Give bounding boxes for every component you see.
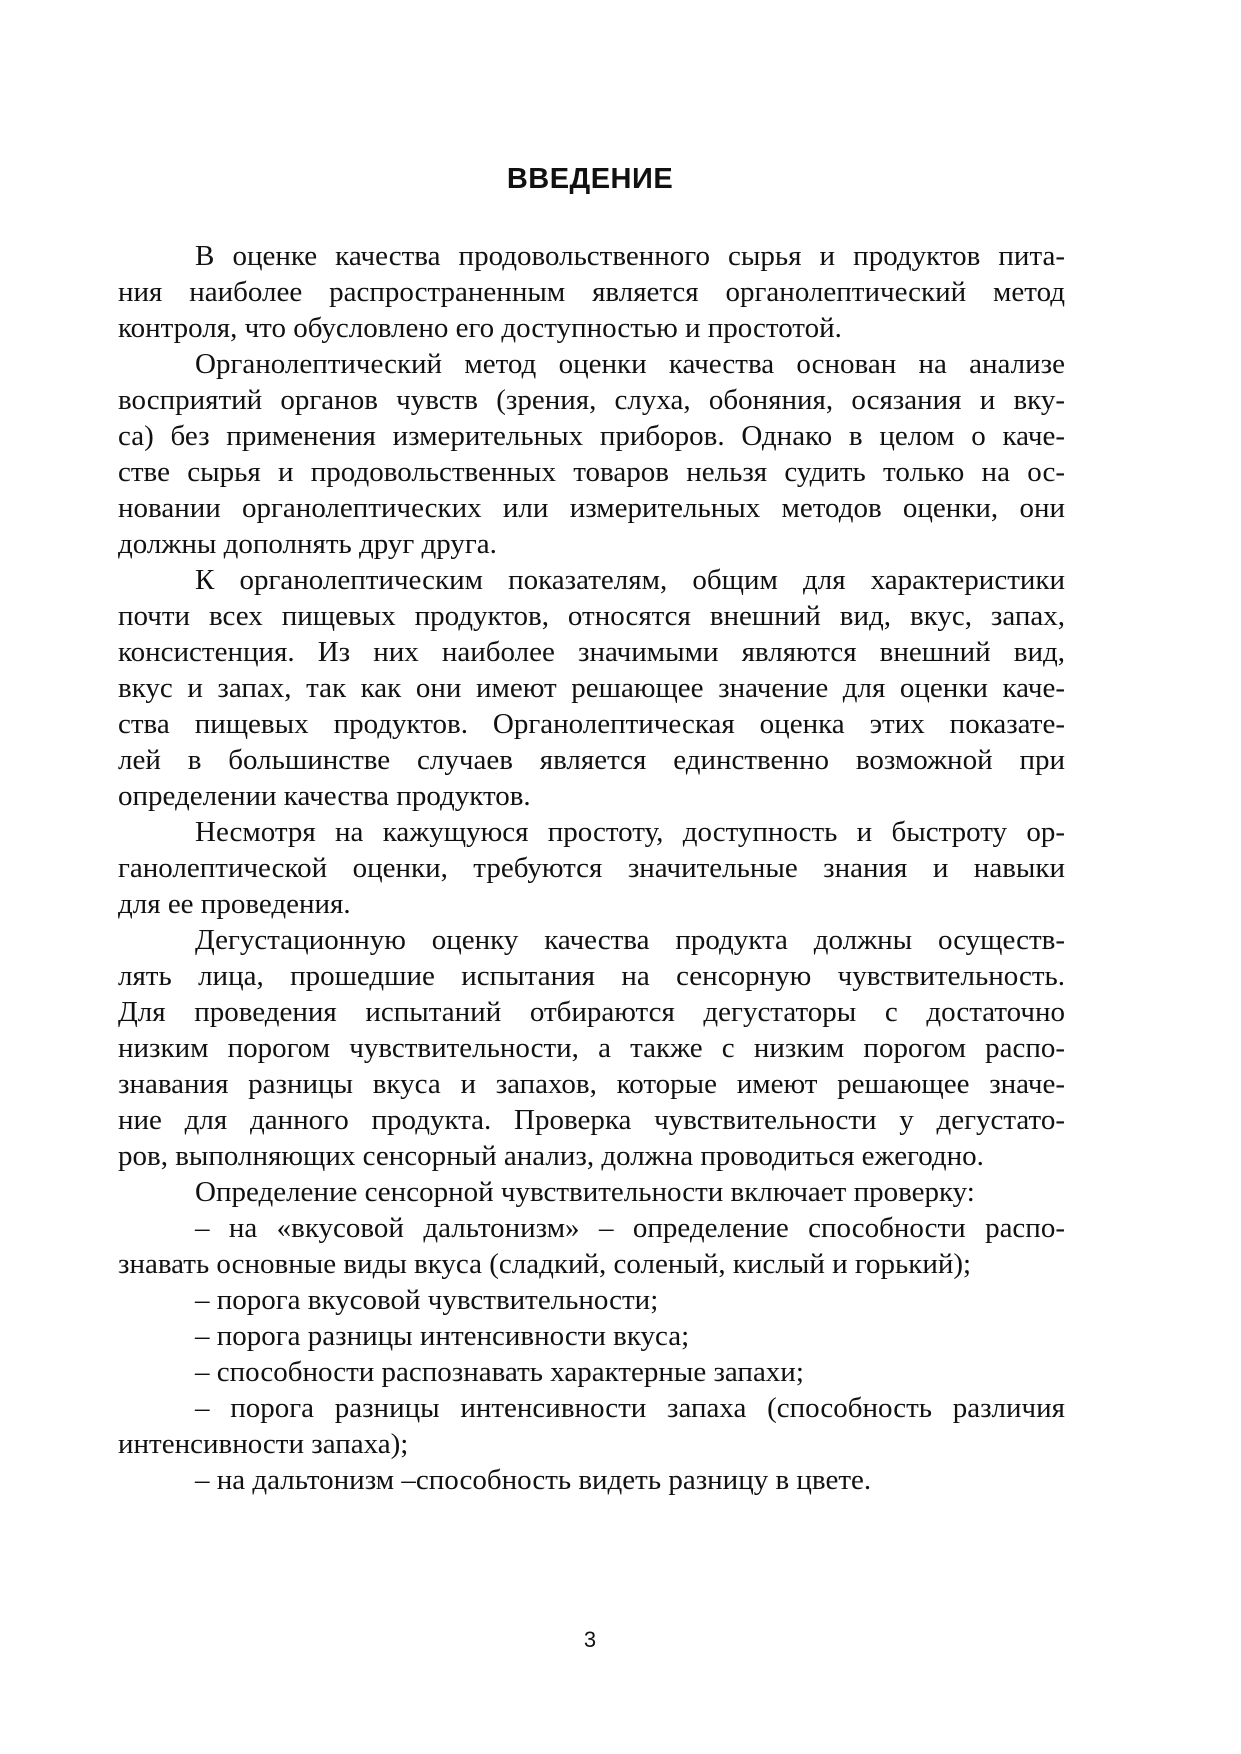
text-line: Дегустационную оценку качества продукта должны осуществ-	[195, 924, 1065, 956]
text-line: консистенция. Из них наиболее значимыми являются внешний вид,	[118, 636, 1065, 668]
list-item-line: – на дальтонизм –способность видеть разницу в цвете.	[195, 1464, 872, 1496]
text-line: контроля, что обусловлено его доступностью и простотой.	[118, 312, 842, 344]
text-line: новании органолептических или измерительных методов оценки, они	[118, 492, 1065, 524]
text-line: Для проведения испытаний отбираются дегустаторы с достаточно	[118, 996, 1065, 1028]
list-item-line: – порога разницы интенсивности запаха (способность различия	[195, 1392, 1065, 1424]
text-line: са) без применения измерительных приборов. Однако в целом о каче-	[118, 420, 1065, 452]
text-line: стве сырья и продовольственных товаров нельзя судить только на ос-	[118, 456, 1065, 488]
body-text	[118, 238, 1065, 1498]
list-item-line: – на «вкусовой дальтонизм» – определение способности распо-	[195, 1212, 1065, 1244]
text-line: Органолептический метод оценки качества основан на анализе	[195, 348, 1065, 380]
text-line: ров, выполняющих сенсорный анализ, должна проводиться ежегодно.	[118, 1140, 984, 1172]
text-line: определении качества продуктов.	[118, 780, 531, 812]
text-line: К органолептическим показателям, общим для характеристики	[195, 564, 1065, 596]
text-line: для ее проведения.	[118, 888, 351, 920]
text-line: Определение сенсорной чувствительности включает проверку:	[195, 1176, 975, 1208]
text-line: Несмотря на кажущуюся простоту, доступность и быстроту ор-	[195, 816, 1065, 848]
text-line: вкус и запах, так как они имеют решающее значение для оценки каче-	[118, 672, 1065, 704]
list-item-line: – порога разницы интенсивности вкуса;	[195, 1320, 690, 1352]
text-line: ние для данного продукта. Проверка чувствительности у дегустато-	[118, 1104, 1065, 1136]
text-line: ганолептической оценки, требуются значительные знания и навыки	[118, 852, 1065, 884]
text-line: знавания разницы вкуса и запахов, которые имеют решающее значе-	[118, 1068, 1065, 1100]
page-number: 3	[583, 1627, 597, 1652]
list-item-line: интенсивности запаха);	[118, 1428, 409, 1460]
text-line: ния наиболее распространенным является органолептический метод	[118, 276, 1065, 308]
text-line: должны дополнять друг друга.	[118, 528, 497, 560]
text-line: низким порогом чувствительности, а также с низким порогом распо-	[118, 1032, 1065, 1064]
text-line: восприятий органов чувств (зрения, слуха, обоняния, осязания и вку-	[118, 384, 1065, 416]
list-item-line: знавать основные виды вкуса (сладкий, соленый, кислый и горький);	[118, 1248, 972, 1280]
text-line: ства пищевых продуктов. Органолептическая оценка этих показате-	[118, 708, 1065, 740]
page-title: ВВЕДЕНИЕ	[506, 163, 674, 195]
text-line: В оценке качества продовольственного сырья и продуктов пита-	[195, 240, 1065, 272]
text-line: лять лица, прошедшие испытания на сенсорную чувствительность.	[118, 960, 1065, 992]
list-item-line: – порога вкусовой чувствительности;	[195, 1284, 659, 1316]
list-item-line: – способности распознавать характерные запахи;	[195, 1356, 804, 1388]
text-line: почти всех пищевых продуктов, относятся внешний вид, вкус, запах,	[118, 600, 1065, 632]
text-line: лей в большинстве случаев является единственно возможной при	[118, 744, 1065, 776]
